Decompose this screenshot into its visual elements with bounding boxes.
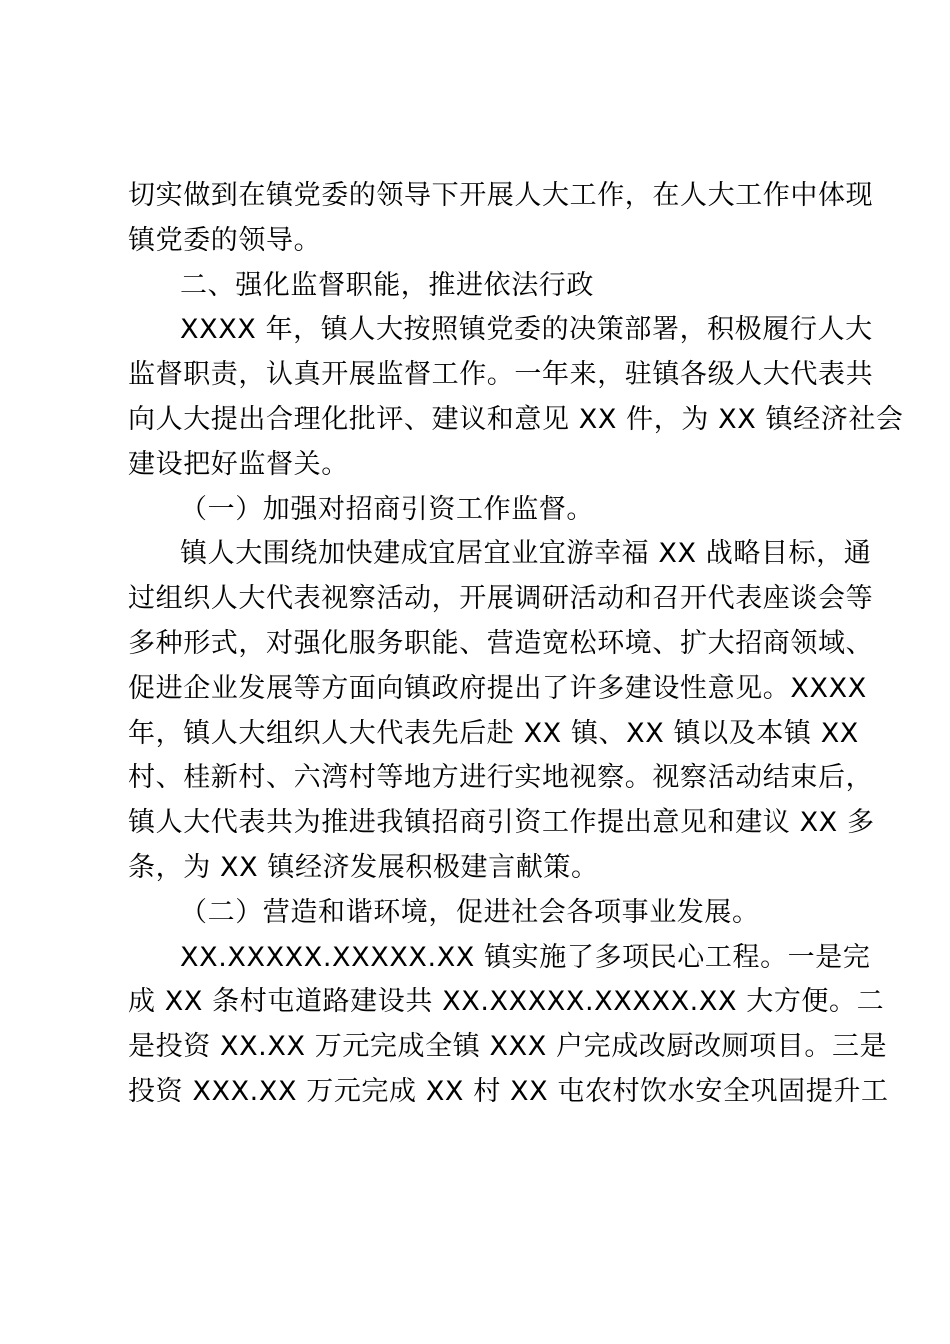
text-line: XX.XXXXX.XXXXX.XX 镇实施了多项民心工程。一是完 bbox=[180, 941, 871, 973]
text-line: 促进企业发展等方面向镇政府提出了许多建设性意见。XXXX bbox=[128, 672, 867, 704]
text-line: 是投资 XX.XX 万元完成全镇 XXX 户完成改厨改厕项目。三是 bbox=[128, 1031, 888, 1063]
text-line: 建设把好监督关。 bbox=[128, 448, 349, 480]
text-line: 年，镇人大组织人大代表先后赴 XX 镇、XX 镇以及本镇 XX bbox=[128, 717, 859, 749]
text-line: 成 XX 条村屯道路建设共 XX.XXXXX.XXXXX.XX 大方便。二 bbox=[128, 986, 885, 1018]
text-line: 过组织人大代表视察活动，开展调研活动和召开代表座谈会等 bbox=[128, 583, 874, 615]
text-line: 镇人大代表共为推进我镇招商引资工作提出意见和建议 XX 多 bbox=[128, 807, 875, 839]
subsection-heading: （二）营造和谐环境，促进社会各项事业发展。 bbox=[180, 896, 760, 928]
text-line: 镇党委的领导。 bbox=[128, 224, 322, 256]
text-line: XXXX 年，镇人大按照镇党委的决策部署，积极履行人大 bbox=[180, 314, 873, 346]
document-body bbox=[128, 174, 904, 1115]
text-line: 向人大提出合理化批评、建议和意见 XX 件，为 XX 镇经济社会 bbox=[128, 403, 904, 435]
text-line: 投资 XXX.XX 万元完成 XX 村 XX 屯农村饮水安全巩固提升工 bbox=[128, 1075, 889, 1107]
text-line: 切实做到在镇党委的领导下开展人大工作，在人大工作中体现 bbox=[128, 180, 874, 211]
text-line: 村、桂新村、六湾村等地方进行实地视察。视察活动结束后， bbox=[128, 762, 874, 794]
section-heading: 二、强化监督职能，推进依法行政 bbox=[180, 269, 594, 301]
text-line: 多种形式，对强化服务职能、营造宽松环境、扩大招商领域、 bbox=[128, 627, 874, 659]
text-line: 条，为 XX 镇经济发展积极建言献策。 bbox=[128, 851, 599, 883]
text-line: 监督职责，认真开展监督工作。一年来，驻镇各级人大代表共 bbox=[128, 359, 874, 391]
text-line: 镇人大围绕加快建成宜居宜业宜游幸福 XX 战略目标，通 bbox=[180, 538, 872, 570]
subsection-heading: （一）加强对招商引资工作监督。 bbox=[180, 493, 594, 525]
